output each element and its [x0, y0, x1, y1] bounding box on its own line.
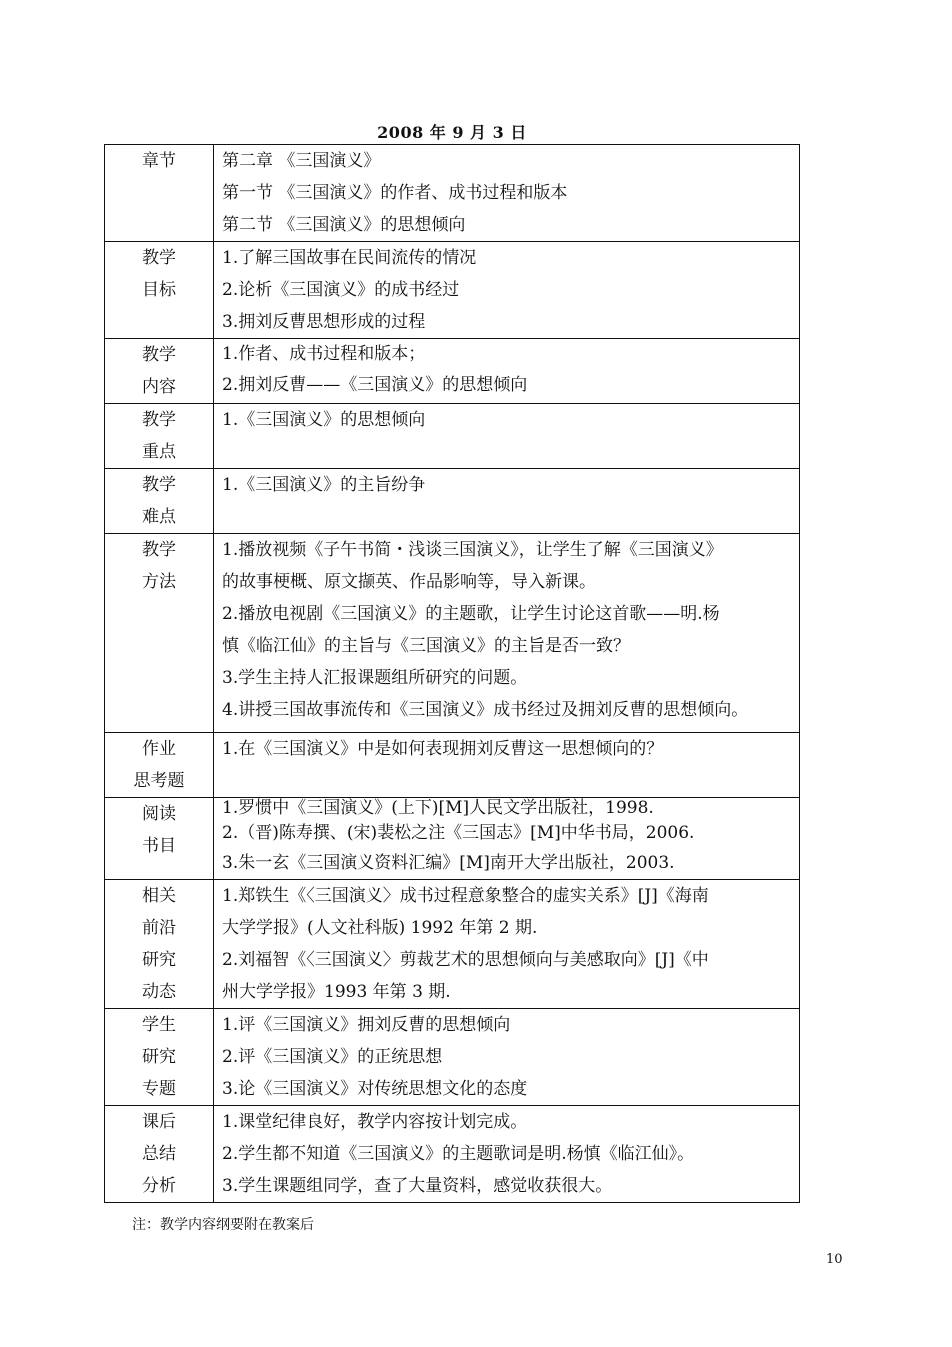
row-label-cell: [105, 1009, 214, 1106]
content-line: 2.刘福智《〈三国演义〉剪裁艺术的思想倾向与美感取向》[J]《中: [222, 950, 709, 970]
row-label-line: 教学: [142, 345, 176, 365]
row-label-cell: [105, 469, 214, 534]
row-label-line: 教学: [142, 540, 176, 560]
content-line: 1.《三国演义》的思想倾向: [222, 410, 426, 430]
row-content-cell: [214, 145, 800, 242]
row-content-cell: [214, 1009, 800, 1106]
row-content-cell: [214, 404, 800, 469]
content-line: 2.论析《三国演义》的成书经过: [222, 280, 460, 300]
row-label-line: 分析: [142, 1176, 176, 1196]
row-keypoints: [105, 404, 800, 469]
row-label-line: 方法: [142, 572, 176, 592]
row-label-line: 内容: [142, 377, 176, 397]
content-line: 第二章 《三国演义》: [222, 151, 381, 171]
row-label-line: 专题: [142, 1079, 176, 1099]
row-content-cell: [214, 469, 800, 534]
row-label-line: 书目: [142, 836, 176, 856]
footnote: 注：教学内容纲要附在教案后: [132, 1217, 314, 1233]
row-label-line: 作业: [142, 739, 176, 759]
row-label-line: 教学: [142, 248, 176, 268]
row-label-line: 前沿: [142, 918, 176, 938]
row-methods: [105, 534, 800, 733]
content-line: 1.了解三国故事在民间流传的情况: [222, 248, 477, 268]
row-label-cell: [105, 733, 214, 798]
row-label-line: 课后: [142, 1112, 176, 1132]
row-homework: [105, 733, 800, 798]
page-number: 10: [826, 1252, 843, 1267]
row-content-cell: [214, 798, 800, 880]
row-label-cell: [105, 1106, 214, 1203]
content-line: 3.朱一玄《三国演义资料汇编》[M]南开大学出版社，2003.: [222, 853, 675, 873]
row-label-line: 重点: [142, 442, 176, 462]
row-label-line: 相关: [142, 886, 176, 906]
row-content-cell: [214, 534, 800, 733]
row-label-line: 章节: [142, 151, 176, 171]
row-frontier: [105, 880, 800, 1009]
row-label-cell: [105, 404, 214, 469]
row-student-topics: [105, 1009, 800, 1106]
content-line: 3.学生主持人汇报课题组所研究的问题。: [222, 668, 528, 688]
content-line: 1.郑铁生《〈三国演义〉成书过程意象整合的虚实关系》[J]《海南: [222, 886, 709, 906]
content-line: 1.课堂纪律良好，教学内容按计划完成。: [222, 1112, 528, 1132]
document-date: 2008 年 9 月 3 日: [377, 123, 527, 142]
row-label-line: 总结: [142, 1144, 176, 1164]
content-line: 州大学学报》1993 年第 3 期.: [222, 982, 451, 1002]
row-summary: [105, 1106, 800, 1203]
content-line: 的故事梗概、原文撷英、作品影响等，导入新课。: [222, 572, 596, 592]
row-label-cell: [105, 798, 214, 880]
content-line: 2.拥刘反曹——《三国演义》的思想倾向: [222, 375, 528, 395]
row-difficulties: [105, 469, 800, 534]
content-line: 3.学生课题组同学，查了大量资料，感觉收获很大。: [222, 1176, 613, 1196]
row-content-cell: [214, 242, 800, 339]
content-line: 慎《临江仙》的主旨与《三国演义》的主旨是否一致？: [222, 636, 630, 656]
content-line: 1.《三国演义》的主旨纷争: [222, 475, 426, 495]
row-content-cell: [214, 880, 800, 1009]
row-label-cell: [105, 339, 214, 404]
content-line: 2.学生都不知道《三国演义》的主题歌词是明.杨慎《临江仙》。: [222, 1144, 695, 1164]
content-line: 2.（晋)陈寿撰、(宋)裴松之注《三国志》[M]中华书局，2006.: [222, 823, 695, 843]
content-line: 大学学报》(人文社科版) 1992 年第 2 期.: [222, 918, 538, 938]
content-line: 1.作者、成书过程和版本；: [222, 344, 426, 364]
row-label-line: 教学: [142, 410, 176, 430]
content-line: 1.在《三国演义》中是如何表现拥刘反曹这一思想倾向的？: [222, 739, 664, 759]
row-label-line: 动态: [142, 982, 176, 1002]
content-line: 1.播放视频《子午书简・浅谈三国演义》，让学生了解《三国演义》: [222, 540, 723, 560]
row-content-cell: [214, 1106, 800, 1203]
row-label-line: 教学: [142, 475, 176, 495]
row-label-line: 学生: [142, 1015, 176, 1035]
row-content: [105, 339, 800, 404]
content-line: 3.拥刘反曹思想形成的过程: [222, 312, 426, 332]
content-line: 第二节 《三国演义》的思想倾向: [222, 215, 466, 235]
row-content-cell: [214, 733, 800, 798]
content-line: 2.播放电视剧《三国演义》的主题歌，让学生讨论这首歌——明.杨: [222, 604, 720, 624]
row-label-line: 思考题: [133, 771, 185, 791]
row-label-cell: [105, 880, 214, 1009]
row-label-cell: [105, 534, 214, 733]
row-label-line: 阅读: [142, 804, 176, 824]
row-chapter: [105, 145, 800, 242]
row-goals: [105, 242, 800, 339]
row-label-line: 研究: [142, 1047, 176, 1067]
row-label-line: 研究: [142, 950, 176, 970]
row-label-line: 难点: [142, 507, 176, 527]
content-line: 1.评《三国演义》拥刘反曹的思想倾向: [222, 1015, 511, 1035]
row-label-cell: [105, 145, 214, 242]
row-label-cell: [105, 242, 214, 339]
row-label-line: 目标: [142, 280, 176, 300]
content-line: 第一节 《三国演义》的作者、成书过程和版本: [222, 183, 568, 203]
row-reading: [105, 798, 800, 880]
content-line: 2.评《三国演义》的正统思想: [222, 1047, 443, 1067]
content-line: 1.罗惯中《三国演义》(上下)[M]人民文学出版社，1998.: [222, 798, 654, 818]
content-line: 3.论《三国演义》对传统思想文化的态度: [222, 1079, 528, 1099]
content-line: 4.讲授三国故事流传和《三国演义》成书经过及拥刘反曹的思想倾向。: [222, 700, 749, 720]
row-content-cell: [214, 339, 800, 404]
lesson-plan-table: [104, 144, 800, 1203]
